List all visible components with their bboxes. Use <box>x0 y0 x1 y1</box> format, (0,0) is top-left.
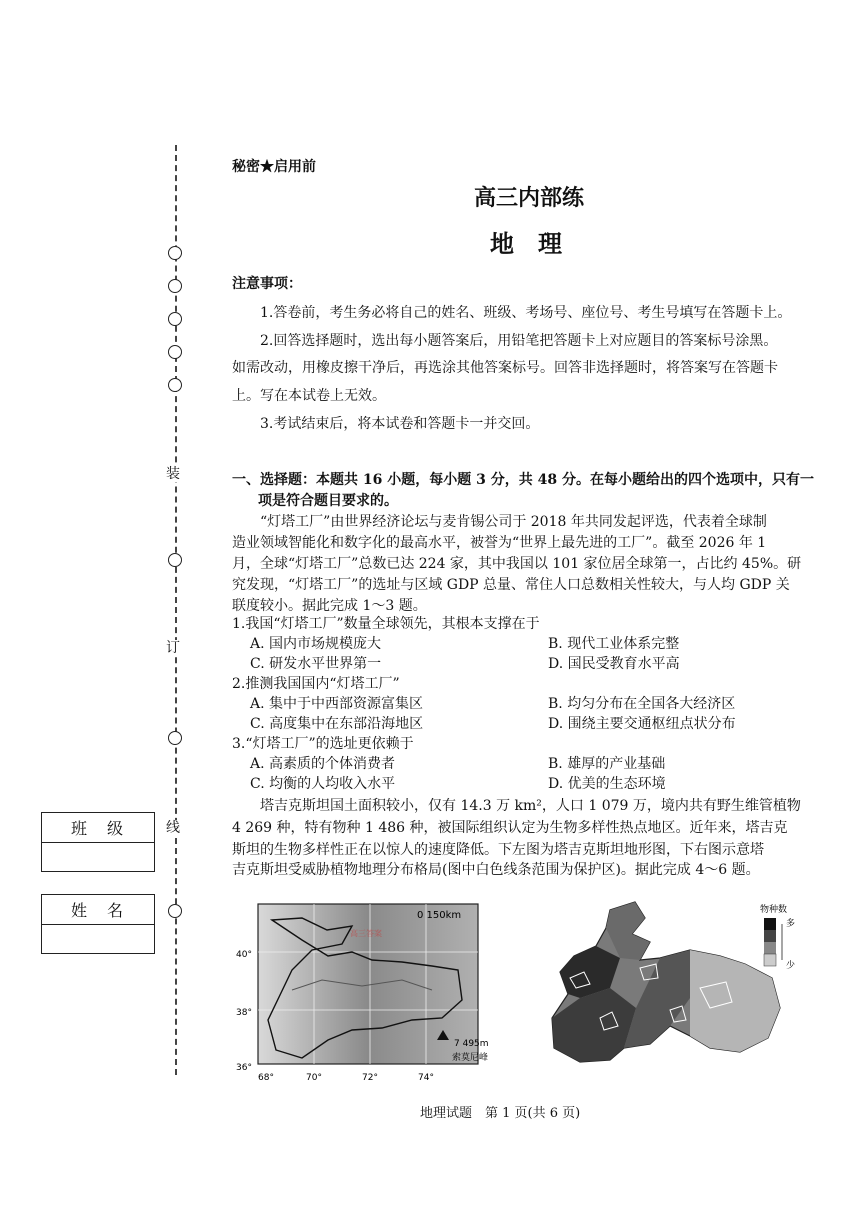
passage-line: 4 269 种，特有物种 1 486 种，被国际组织认定为生物多样性热点地区。近年来，塔吉克 <box>232 820 788 836</box>
lat-label: 38° <box>236 1008 252 1018</box>
section-heading: 一、选择题：本题共 16 小题，每小题 3 分，共 48 分。在每小题给出的四个选项中，只有一 <box>232 472 814 488</box>
passage-line: 月，全球“灯塔工厂”总数已达 224 家，其中我国以 101 家位居全球第一，占比约 45%。研 <box>232 556 802 572</box>
passage-line: 塔吉克斯坦国土面积较小，仅有 14.3 万 km²，人口 1 079 万，境内共有野生维管植物 <box>260 798 801 814</box>
passage-line: 究发现，“灯塔工厂”的选址与区域 GDP 总量、常住人口总数相关性较大，与人均 GDP 关 <box>232 577 790 593</box>
option-c[interactable]: C. 均衡的人均收入水平 <box>250 776 396 792</box>
binding-hole <box>168 904 182 918</box>
notice-line: 2.回答选择题时，选出每小题答案后，用铅笔把答题卡上对应题目的答案标号涂黑。 <box>260 333 778 349</box>
binding-hole <box>168 345 182 359</box>
passage-line: 斯坦的生物多样性正在以惊人的速度降低。下左图为塔吉克斯坦地形图，下右图示意塔 <box>232 842 764 858</box>
binding-char-zhuang: 装 <box>166 466 180 482</box>
binding-hole <box>168 731 182 745</box>
binding-hole <box>168 279 182 293</box>
binding-hole <box>168 378 182 392</box>
page-footer: 地理试题 第 1 页(共 6 页) <box>420 1106 581 1121</box>
lon-label: 70° <box>306 1073 322 1083</box>
binding-char-xian: 线 <box>166 820 180 836</box>
class-box-label: 班级 <box>42 813 154 843</box>
binding-char-ding: 订 <box>166 640 180 656</box>
binding-hole <box>168 553 182 567</box>
class-box-field[interactable] <box>42 843 154 871</box>
name-box-field[interactable] <box>42 925 154 953</box>
option-a[interactable]: A. 集中于中西部资源富集区 <box>250 696 424 712</box>
option-b[interactable]: B. 现代工业体系完整 <box>548 636 680 652</box>
terrain-map <box>232 900 489 1085</box>
question-stem: 2.推测我国国内“灯塔工厂” <box>232 676 400 692</box>
lat-label: 36° <box>236 1063 252 1073</box>
peak-name: 索莫尼峰 <box>452 1053 489 1063</box>
notice-line: 1.答卷前，考生务必将自己的姓名、班级、考场号、座位号、考生号填写在答题卡上。 <box>260 305 792 321</box>
option-c[interactable]: C. 高度集中在东部沿海地区 <box>250 716 424 732</box>
passage-line: “灯塔工厂”由世界经济论坛与麦肯锡公司于 2018 年共同发起评选，代表着全球制 <box>260 514 767 530</box>
name-box-label: 姓名 <box>42 895 154 925</box>
lon-label: 68° <box>258 1073 274 1083</box>
lon-label: 74° <box>418 1073 434 1083</box>
question-stem: 3.“灯塔工厂”的选址更依赖于 <box>232 736 414 752</box>
scale-label: 0 150km <box>417 910 462 921</box>
passage-line: 吉克斯坦受威胁植物地理分布格局(图中白色线条范围为保护区)。据此完成 4～6 题。 <box>232 862 760 878</box>
section-heading-cont: 项是符合题目要求的。 <box>258 493 398 509</box>
question-stem: 1.我国“灯塔工厂”数量全球领先，其根本支撑在于 <box>232 616 540 632</box>
notice-line: 如需改动，用橡皮擦干净后，再选涂其他答案标号。回答非选择题时，将答案写在答题卡 <box>232 360 778 376</box>
legend-title: 物种数 <box>760 905 788 915</box>
binding-hole <box>168 312 182 326</box>
lon-label: 72° <box>362 1073 378 1083</box>
class-box[interactable] <box>41 812 155 872</box>
passage-line: 联度较小。据此完成 1～3 题。 <box>232 598 427 614</box>
peak-elevation: 7 495m <box>454 1039 489 1049</box>
legend-more: 多 <box>786 919 796 929</box>
notice-line: 3.考试结束后，将本试卷和答题卡一并交回。 <box>260 416 540 432</box>
binding-hole <box>168 246 182 260</box>
notice-line: 上。写在本试卷上无效。 <box>232 388 386 404</box>
name-box[interactable] <box>41 894 155 954</box>
option-b[interactable]: B. 均匀分布在全国各大经济区 <box>548 696 736 712</box>
option-a[interactable]: A. 国内市场规模庞大 <box>250 636 382 652</box>
legend-scale <box>764 918 776 966</box>
option-c[interactable]: C. 研发水平世界第一 <box>250 656 382 672</box>
option-d[interactable]: D. 优美的生态环境 <box>548 776 666 792</box>
option-a[interactable]: A. 高素质的个体消费者 <box>250 756 396 772</box>
notice-heading: 注意事项： <box>232 276 302 292</box>
option-d[interactable]: D. 国民受教育水平高 <box>548 656 680 672</box>
legend-less: 少 <box>786 961 796 971</box>
passage-line: 造业领域智能化和数字化的最高水平，被誉为“世界上最先进的工厂”。截至 2026 年 1 <box>232 535 767 551</box>
exam-title: 高三内部练 <box>474 185 585 211</box>
subject-title: 地 理 <box>490 229 562 258</box>
option-d[interactable]: D. 围绕主要交通枢纽点状分布 <box>548 716 736 732</box>
watermark: 高三答案 <box>350 929 382 938</box>
lat-label: 40° <box>236 950 252 960</box>
threatened-plants-map <box>540 898 810 1070</box>
option-b[interactable]: B. 雄厚的产业基础 <box>548 756 666 772</box>
secret-mark: 秘密★启用前 <box>232 159 316 175</box>
